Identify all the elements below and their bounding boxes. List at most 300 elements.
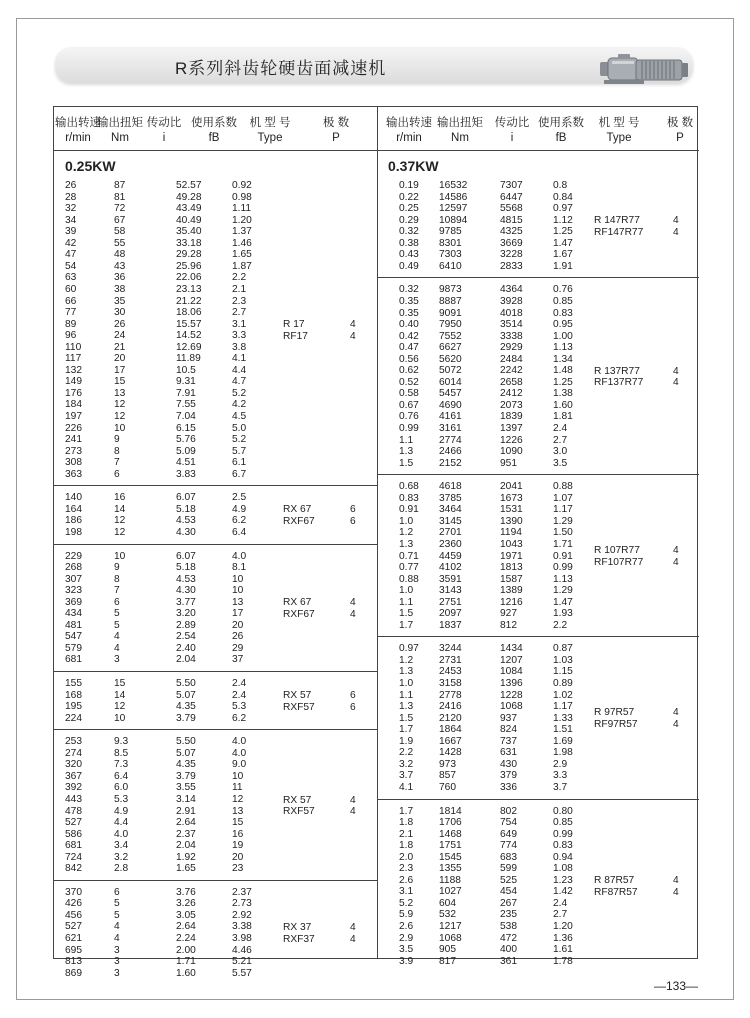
pole-count: 4	[350, 933, 356, 945]
table-cell: 7.3	[114, 759, 129, 771]
table-cell: 0.89	[553, 678, 573, 689]
table-cell: 15.57	[176, 318, 202, 330]
table-cell: 4	[114, 933, 120, 944]
table-cell: 9873	[439, 284, 462, 296]
table-cell: 1.2	[399, 527, 414, 539]
table-cell: 1814	[439, 805, 462, 817]
table-cell: 842	[65, 863, 82, 875]
table-cell: 4	[114, 921, 120, 933]
table-cell: 16	[232, 828, 244, 840]
table-cell: 2.73	[232, 898, 252, 910]
table-cell: 3.0	[553, 446, 568, 458]
table-cell: 0.76	[553, 284, 573, 296]
pole-count: 6	[350, 504, 356, 516]
table-cell: 0.67	[399, 399, 419, 411]
table-cell: 2.7	[232, 307, 247, 319]
table-cell: 20	[232, 851, 244, 863]
table-cell: 0.32	[399, 284, 419, 296]
table-cell: 2778	[439, 689, 462, 701]
table-cell: 0.83	[553, 840, 573, 852]
table-cell: 4.0	[232, 747, 247, 759]
column-divider	[377, 107, 378, 958]
table-cell: 1.46	[232, 237, 252, 249]
table-cell: 2.1	[232, 283, 247, 295]
table-cell: 2360	[439, 538, 462, 550]
table-cell: 5	[114, 619, 120, 631]
table-cell: 5.07	[176, 689, 196, 701]
table-cell: 3514	[500, 319, 523, 331]
table-cell: 7950	[439, 319, 462, 331]
table-cell: 3338	[500, 330, 523, 342]
table-cell: 6.0	[114, 782, 129, 794]
table-cell: 1.00	[553, 330, 573, 342]
table-cell: 1396	[500, 678, 523, 689]
table-cell: 5.50	[176, 736, 196, 748]
table-cell: 168	[65, 689, 82, 701]
table-cell: 20	[232, 619, 244, 631]
model-type: R 137R77	[594, 365, 640, 377]
table-cell: 363	[65, 468, 82, 480]
pole-count: 4	[673, 215, 679, 227]
table-cell: 1.71	[176, 956, 196, 968]
table-cell: 1397	[500, 423, 523, 434]
table-cell: 226	[65, 422, 82, 434]
table-cell: 1.51	[553, 724, 573, 736]
table-cell: 320	[65, 759, 82, 771]
table-cell: 4.0	[114, 828, 129, 840]
table-cell: 1.3	[399, 446, 414, 458]
table-cell: 0.85	[553, 295, 573, 307]
header-label: 传动比	[494, 117, 530, 129]
table-cell: 2.89	[176, 619, 196, 631]
header-label: 机 型 号	[249, 117, 291, 129]
table-cell: 4.5	[232, 411, 247, 422]
table-cell: 5.2	[399, 897, 414, 909]
table-cell: 2.92	[232, 909, 252, 921]
table-cell: 6	[114, 468, 120, 480]
group-divider	[54, 880, 377, 881]
table-cell: 973	[439, 758, 456, 770]
table-cell: 36	[114, 272, 126, 284]
table-cell: 1545	[439, 851, 462, 863]
table-cell: 0.68	[399, 481, 419, 493]
table-cell: 0.43	[399, 249, 419, 261]
table-cell: 4018	[500, 307, 523, 319]
table-cell: 1389	[500, 585, 523, 597]
table-cell: 5.76	[176, 434, 196, 446]
header-unit: i	[510, 132, 514, 144]
table-cell: 2.6	[399, 874, 414, 886]
table-cell: 1.60	[176, 967, 196, 979]
table-cell: 6410	[439, 260, 462, 272]
table-cell: 1.29	[553, 515, 573, 527]
table-cell: 3.76	[176, 886, 196, 898]
gear-motor-icon	[598, 52, 690, 86]
model-type: RX 67	[283, 504, 312, 516]
table-cell: 3.2	[399, 758, 414, 770]
table-cell: 824	[500, 724, 517, 736]
pole-count: 4	[350, 597, 356, 609]
table-cell: 35.40	[176, 226, 202, 238]
table-cell: 2466	[439, 446, 462, 458]
pole-count: 4	[350, 608, 356, 620]
table-cell: 1.17	[553, 701, 573, 713]
table-cell: 1.03	[553, 654, 573, 666]
table-cell: 25.96	[176, 260, 202, 272]
table-cell: 538	[500, 921, 517, 932]
pole-count: 4	[673, 365, 679, 377]
table-cell: 1.1	[399, 689, 414, 701]
table-cell: 6627	[439, 342, 462, 354]
table-cell: 6.2	[232, 712, 247, 724]
header-unit: fB	[555, 132, 567, 144]
table-cell: 5.57	[232, 967, 252, 979]
table-cell: 4.51	[176, 457, 196, 469]
table-cell: 1428	[439, 747, 462, 759]
group-divider	[377, 474, 699, 475]
table-cell: 3	[114, 944, 120, 956]
table-cell: 2.8	[114, 863, 129, 875]
table-cell: 4.9	[232, 503, 247, 515]
table-cell: 4102	[439, 562, 462, 574]
table-cell: 2453	[439, 666, 462, 678]
table-cell: 3.7	[399, 770, 414, 782]
power-rating: 0.25KW	[65, 158, 116, 174]
table-cell: 1.69	[553, 735, 573, 747]
table-cell: 369	[65, 596, 82, 608]
table-cell: 4.9	[114, 805, 129, 817]
table-cell: 12.69	[176, 341, 202, 353]
table-cell: 3.3	[553, 770, 568, 782]
table-cell: 2.2	[232, 272, 247, 284]
table-cell: 472	[500, 932, 517, 944]
table-cell: 10	[232, 770, 244, 782]
table-cell: 0.92	[232, 180, 252, 191]
table-cell: 0.25	[399, 203, 419, 215]
table-cell: 1.8	[399, 840, 414, 852]
table-cell: 1.42	[553, 886, 573, 898]
table-cell: 81	[114, 191, 126, 203]
table-cell: 43.49	[176, 203, 202, 215]
table-cell: 0.87	[553, 643, 573, 655]
table-cell: 6.4	[232, 526, 247, 538]
table-cell: 649	[500, 828, 517, 840]
table-cell: 3.05	[176, 909, 196, 921]
table-cell: 5.21	[232, 956, 252, 968]
table-cell: 21.22	[176, 295, 202, 307]
table-cell: 9	[114, 562, 120, 574]
table-cell: 1027	[439, 886, 462, 898]
table-cell: 0.62	[399, 365, 419, 377]
table-cell: 1043	[500, 538, 523, 550]
model-type: RF87R57	[594, 886, 638, 898]
table-cell: 0.80	[553, 805, 573, 817]
table-cell: 224	[65, 712, 82, 724]
table-cell: 2.5	[232, 492, 247, 504]
table-cell: 905	[439, 944, 456, 956]
table-cell: 0.84	[553, 191, 573, 203]
table-cell: 454	[500, 886, 517, 898]
table-cell: 2.91	[176, 805, 196, 817]
table-cell: 117	[65, 353, 82, 365]
table-cell: 3464	[439, 504, 462, 516]
table-cell: 478	[65, 805, 82, 817]
table-cell: 4.35	[176, 701, 196, 713]
table-cell: 4.35	[176, 759, 196, 771]
table-cell: 586	[65, 828, 82, 840]
table-cell: 1751	[439, 840, 462, 852]
table-cell: 77	[65, 307, 77, 319]
table-cell: 392	[65, 782, 82, 794]
pole-count: 4	[350, 319, 356, 331]
table-cell: 8	[114, 445, 120, 457]
table-cell: 1.12	[553, 214, 573, 226]
table-cell: 2.4	[553, 423, 568, 434]
table-cell: 0.83	[399, 492, 419, 504]
table-cell: 0.8	[553, 180, 568, 191]
table-cell: 3.5	[553, 457, 568, 469]
table-cell: 1216	[500, 596, 523, 608]
table-cell: 22.06	[176, 272, 202, 284]
table-cell: 48	[114, 249, 126, 261]
pole-count: 4	[673, 707, 679, 719]
table-cell: 235	[500, 909, 517, 921]
table-cell: 4325	[500, 226, 523, 238]
table-cell: 10	[114, 422, 126, 434]
table-cell: 0.88	[553, 481, 573, 493]
table-cell: 2.64	[176, 817, 196, 829]
table-cell: 33.18	[176, 237, 202, 249]
table-cell: 6	[114, 886, 120, 898]
table-cell: 8301	[439, 237, 462, 249]
table-cell: 12	[114, 515, 126, 527]
table-cell: 1.9	[399, 735, 414, 747]
table-cell: 9091	[439, 307, 462, 319]
table-cell: 42	[65, 237, 77, 249]
table-cell: 5.18	[176, 562, 196, 574]
table-cell: 724	[65, 851, 82, 863]
model-type: RXF67	[283, 608, 315, 620]
table-cell: 3.9	[399, 955, 414, 967]
table-cell: 5.07	[176, 747, 196, 759]
table-cell: 3.14	[176, 793, 196, 805]
table-cell: 857	[439, 770, 456, 782]
table-cell: 621	[65, 933, 82, 944]
table-cell: 20	[114, 353, 126, 365]
table-cell: 5.2	[232, 434, 247, 446]
table-cell: 2041	[500, 481, 523, 493]
table-cell: 1.92	[176, 851, 196, 863]
table-cell: 0.32	[399, 226, 419, 238]
table-cell: 16	[114, 492, 126, 504]
header-unit: r/min	[396, 132, 422, 144]
header-label: 传动比	[146, 117, 182, 129]
table-cell: 23	[232, 863, 244, 875]
table-cell: 1.34	[553, 353, 573, 365]
header-label: 使用系数	[191, 117, 237, 129]
table-cell: 2.4	[232, 689, 247, 701]
table-cell: 0.77	[399, 562, 419, 574]
table-cell: 3.77	[176, 596, 196, 608]
table-cell: 30	[114, 307, 126, 319]
table-cell: 1.3	[399, 666, 414, 678]
table-cell: 9.31	[176, 376, 196, 388]
model-type: R 107R77	[594, 545, 640, 557]
table-cell: 26	[232, 631, 244, 643]
header-unit: Type	[257, 132, 283, 144]
table-cell: 937	[500, 712, 517, 724]
table-cell: 2.3	[399, 863, 414, 875]
table-cell: 10894	[439, 214, 468, 226]
table-cell: 1531	[500, 504, 523, 516]
table-cell: 15	[114, 678, 126, 689]
table-cell: 1.48	[553, 365, 573, 377]
table-cell: 9.0	[232, 759, 247, 771]
table-cell: 4.1	[399, 781, 414, 793]
table-cell: 812	[500, 619, 517, 631]
table-cell: 3	[114, 956, 120, 968]
table-cell: 1.93	[553, 608, 573, 620]
table-cell: 1.23	[553, 874, 573, 886]
table-cell: 132	[65, 364, 82, 376]
table-cell: 6	[114, 596, 120, 608]
table-cell: 7	[114, 457, 120, 469]
header-unit: P	[676, 132, 684, 144]
table-cell: 7	[114, 585, 120, 597]
table-cell: 14586	[439, 191, 468, 203]
table-cell: 54	[65, 260, 77, 272]
table-cell: 14	[114, 503, 126, 515]
table-cell: 12	[114, 399, 126, 411]
table-cell: 38	[114, 283, 126, 295]
table-cell: 695	[65, 944, 82, 956]
table-cell: 1068	[500, 701, 523, 713]
table-cell: 5.7	[232, 445, 247, 457]
table-cell: 1.07	[553, 492, 573, 504]
table-cell: 0.40	[399, 319, 419, 331]
table-cell: 2152	[439, 457, 462, 469]
table-cell: 13	[232, 596, 244, 608]
table-cell: 1.7	[399, 619, 414, 631]
table-cell: 0.98	[232, 191, 252, 203]
table-cell: 5	[114, 898, 120, 910]
table-cell: 3.5	[399, 944, 414, 956]
table-cell: 58	[114, 226, 126, 238]
table-cell: 12	[232, 793, 244, 805]
table-cell: 1.38	[553, 388, 573, 400]
table-cell: 5.09	[176, 445, 196, 457]
table-cell: 2.1	[399, 828, 414, 840]
table-cell: 1.11	[232, 203, 252, 215]
pole-count: 4	[673, 545, 679, 557]
table-cell: 3.79	[176, 712, 196, 724]
header-unit: i	[162, 132, 166, 144]
table-cell: 40.49	[176, 214, 202, 226]
table-cell: 5.18	[176, 503, 196, 515]
table-cell: 3.98	[232, 933, 252, 944]
model-type: RF107R77	[594, 556, 644, 568]
table-cell: 0.71	[399, 550, 419, 562]
table-cell: 6447	[500, 191, 523, 203]
table-cell: 39	[65, 226, 77, 238]
table-cell: 3244	[439, 643, 462, 655]
table-cell: 2751	[439, 596, 462, 608]
table-cell: 13	[114, 387, 126, 399]
table-cell: 8.5	[114, 747, 129, 759]
table-cell: 1.20	[553, 921, 573, 932]
table-cell: 66	[65, 295, 77, 307]
pole-count: 4	[673, 875, 679, 887]
table-cell: 8887	[439, 295, 462, 307]
table-cell: 19	[232, 840, 244, 852]
table-cell: 35	[114, 295, 126, 307]
table-cell: 10	[232, 573, 244, 585]
table-cell: 2.37	[232, 886, 252, 898]
model-type: RF137R77	[594, 377, 644, 389]
table-cell: 24	[114, 330, 126, 342]
group-divider	[54, 485, 377, 486]
table-cell: 1.7	[399, 805, 414, 817]
table-cell: 2097	[439, 608, 462, 620]
table-cell: 198	[65, 526, 82, 538]
table-cell: 4.2	[232, 399, 247, 411]
table-cell: 5620	[439, 353, 462, 365]
table-cell: 17	[232, 608, 244, 620]
table-cell: 802	[500, 805, 517, 817]
table-cell: 34	[65, 214, 77, 226]
table-cell: 1.60	[553, 399, 573, 411]
table-cell: 2774	[439, 434, 462, 446]
table-cell: 273	[65, 445, 82, 457]
table-cell: 1.0	[399, 678, 414, 689]
table-cell: 7.55	[176, 399, 196, 411]
table-cell: 370	[65, 886, 82, 898]
table-cell: 3.1	[232, 318, 247, 330]
table-cell: 2.40	[176, 642, 196, 654]
table-cell: 195	[65, 701, 82, 713]
table-cell: 21	[114, 341, 126, 353]
model-type: RXF37	[283, 933, 315, 945]
table-cell: 1.5	[399, 608, 414, 620]
table-cell: 527	[65, 817, 82, 829]
table-cell: 164	[65, 503, 82, 515]
table-cell: 0.42	[399, 330, 419, 342]
table-cell: 2416	[439, 701, 462, 713]
table-cell: 527	[65, 921, 82, 933]
table-cell: 14	[114, 689, 126, 701]
pole-count: 4	[673, 719, 679, 731]
table-cell: 0.85	[553, 817, 573, 829]
table-cell: 5072	[439, 365, 462, 377]
table-cell: 2120	[439, 712, 462, 724]
table-cell: 52.57	[176, 180, 202, 191]
table-cell: 10	[232, 585, 244, 597]
pole-count: 4	[350, 922, 356, 933]
table-cell: 1468	[439, 828, 462, 840]
model-type: RF17	[283, 330, 308, 342]
table-cell: 4.0	[232, 736, 247, 748]
table-cell: 307	[65, 573, 82, 585]
table-cell: 16532	[439, 180, 468, 191]
table-cell: 379	[500, 770, 517, 782]
table-cell: 6.15	[176, 422, 196, 434]
table-cell: 3.4	[114, 840, 129, 852]
table-cell: 12	[114, 701, 126, 713]
table-cell: 11	[232, 782, 243, 794]
model-type: R 147R77	[594, 215, 640, 227]
pole-count: 4	[673, 886, 679, 898]
table-cell: 2.2	[553, 619, 568, 631]
